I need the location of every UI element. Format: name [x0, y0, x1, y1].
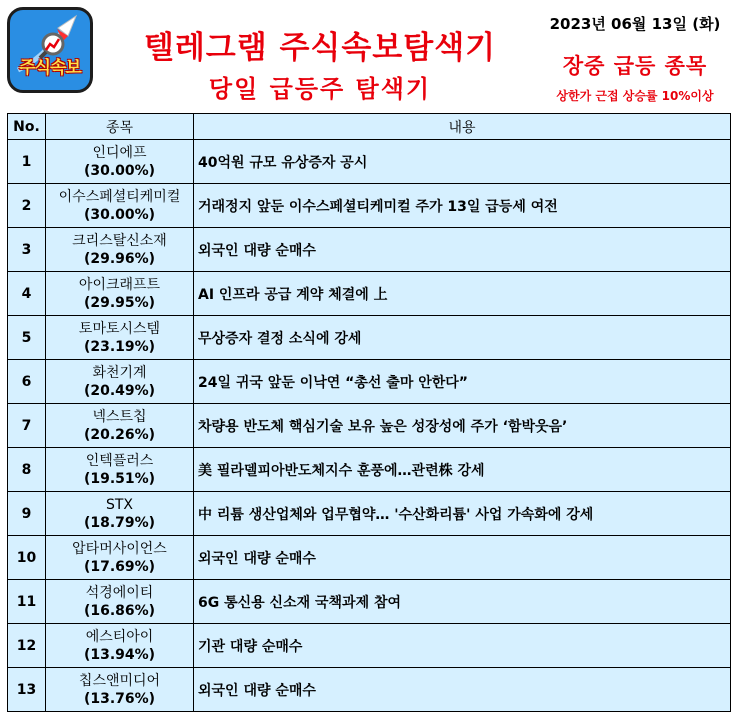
- news-content: AI 인프라 공급 계약 체결에 上: [194, 272, 731, 316]
- table-row: [8, 668, 731, 712]
- criteria-note: 상한가 근접 상승률 10%이상: [556, 89, 714, 103]
- news-content: 24일 귀국 앞둔 이낙연 “총선 출마 안한다”: [194, 360, 731, 404]
- stock-cell: [46, 228, 194, 272]
- stock-cell: [46, 272, 194, 316]
- stock-name: 인디에프: [92, 144, 147, 161]
- stock-change-percent: (17.69%): [83, 558, 156, 575]
- stock-name: 인텍플러스: [85, 452, 154, 469]
- table-row: [8, 492, 731, 536]
- stock-cell: [46, 624, 194, 668]
- row-number: 1: [8, 140, 46, 184]
- page-subtitle: 당일 급등주 탐색기: [208, 75, 432, 103]
- page-title: 텔레그램 주식속보탐색기: [143, 30, 497, 66]
- news-content: 외국인 대량 순매수: [194, 668, 731, 712]
- stock-change-percent: (29.95%): [83, 294, 156, 311]
- table-row: [8, 624, 731, 668]
- row-number: 10: [8, 536, 46, 580]
- news-content: 차량용 반도체 핵심기술 보유 높은 성장성에 주가 ‘함박웃음’: [194, 404, 731, 448]
- stock-name: 크리스탈신소재: [72, 232, 167, 249]
- table-row: [8, 360, 731, 404]
- header: [0, 0, 737, 112]
- stock-change-percent: (19.51%): [83, 470, 156, 487]
- stock-cell: [46, 668, 194, 712]
- stock-cell: [46, 184, 194, 228]
- stock-change-percent: (29.96%): [83, 250, 156, 267]
- news-content: 외국인 대량 순매수: [194, 228, 731, 272]
- column-header-stock: 종목: [46, 114, 194, 140]
- row-number: 5: [8, 316, 46, 360]
- stock-name: 칩스앤미디어: [78, 672, 161, 689]
- row-number: 6: [8, 360, 46, 404]
- table-row: [8, 404, 731, 448]
- stock-change-percent: (13.94%): [83, 646, 156, 663]
- table-body: [8, 140, 731, 712]
- row-number: 2: [8, 184, 46, 228]
- table-header-row: [8, 114, 731, 140]
- stock-cell: [46, 140, 194, 184]
- table-row: [8, 272, 731, 316]
- stock-name: STX: [105, 496, 134, 513]
- stock-name: 아이크래프트: [78, 276, 161, 293]
- row-number: 9: [8, 492, 46, 536]
- row-number: 3: [8, 228, 46, 272]
- news-content: 거래정지 앞둔 이수스페셜티케미컬 주가 13일 급등세 여전: [194, 184, 731, 228]
- stock-name: 토마토시스템: [78, 320, 161, 337]
- row-number: 12: [8, 624, 46, 668]
- stock-change-percent: (23.19%): [83, 338, 156, 355]
- stock-name: 이수스페셜티케미컬: [58, 188, 181, 205]
- stock-name: 압타머사이언스: [72, 540, 167, 557]
- stock-change-percent: (16.86%): [83, 602, 156, 619]
- news-content: 외국인 대량 순매수: [194, 536, 731, 580]
- news-content: 무상증자 결정 소식에 강세: [194, 316, 731, 360]
- news-content: 40억원 규모 유상증자 공시: [194, 140, 731, 184]
- news-content: 美 필라델피아반도체지수 훈풍에…관련株 강세: [194, 448, 731, 492]
- stock-change-percent: (13.76%): [83, 690, 156, 707]
- logo-text: 주식속보: [19, 58, 81, 78]
- stock-cell: [46, 360, 194, 404]
- column-header-content: 내용: [194, 114, 731, 140]
- row-number: 13: [8, 668, 46, 712]
- table-row: [8, 184, 731, 228]
- table-row: [8, 228, 731, 272]
- table-row: [8, 448, 731, 492]
- stock-table: [7, 113, 731, 712]
- stock-change-percent: (30.00%): [83, 206, 156, 223]
- column-header-no: No.: [8, 114, 46, 140]
- stock-change-percent: (30.00%): [83, 162, 156, 179]
- row-number: 8: [8, 448, 46, 492]
- stock-change-percent: (20.26%): [83, 426, 156, 443]
- stock-cell: [46, 448, 194, 492]
- stock-name: 화천기계: [92, 364, 147, 381]
- stock-cell: [46, 492, 194, 536]
- table-row: [8, 316, 731, 360]
- stock-name: 에스티아이: [85, 628, 154, 645]
- table-row: [8, 140, 731, 184]
- report-date: 2023년 06월 13일 (화): [549, 15, 721, 33]
- stock-cell: [46, 536, 194, 580]
- app-logo: [7, 7, 93, 93]
- news-content: 6G 통신용 신소재 국책과제 참여: [194, 580, 731, 624]
- stock-cell: [46, 580, 194, 624]
- table-row: [8, 536, 731, 580]
- news-content: 기관 대량 순매수: [194, 624, 731, 668]
- stock-change-percent: (20.49%): [83, 382, 156, 399]
- row-number: 4: [8, 272, 46, 316]
- stock-cell: [46, 404, 194, 448]
- stock-name: 넥스트칩: [92, 408, 147, 425]
- table-row: [8, 580, 731, 624]
- row-number: 11: [8, 580, 46, 624]
- section-title: 장중 급등 종목: [562, 54, 708, 78]
- row-number: 7: [8, 404, 46, 448]
- news-content: 中 리튬 생산업체와 업무협약… '수산화리튬' 사업 가속화에 강세: [194, 492, 731, 536]
- stock-name: 석경에이티: [85, 584, 154, 601]
- stock-cell: [46, 316, 194, 360]
- stock-change-percent: (18.79%): [83, 514, 156, 531]
